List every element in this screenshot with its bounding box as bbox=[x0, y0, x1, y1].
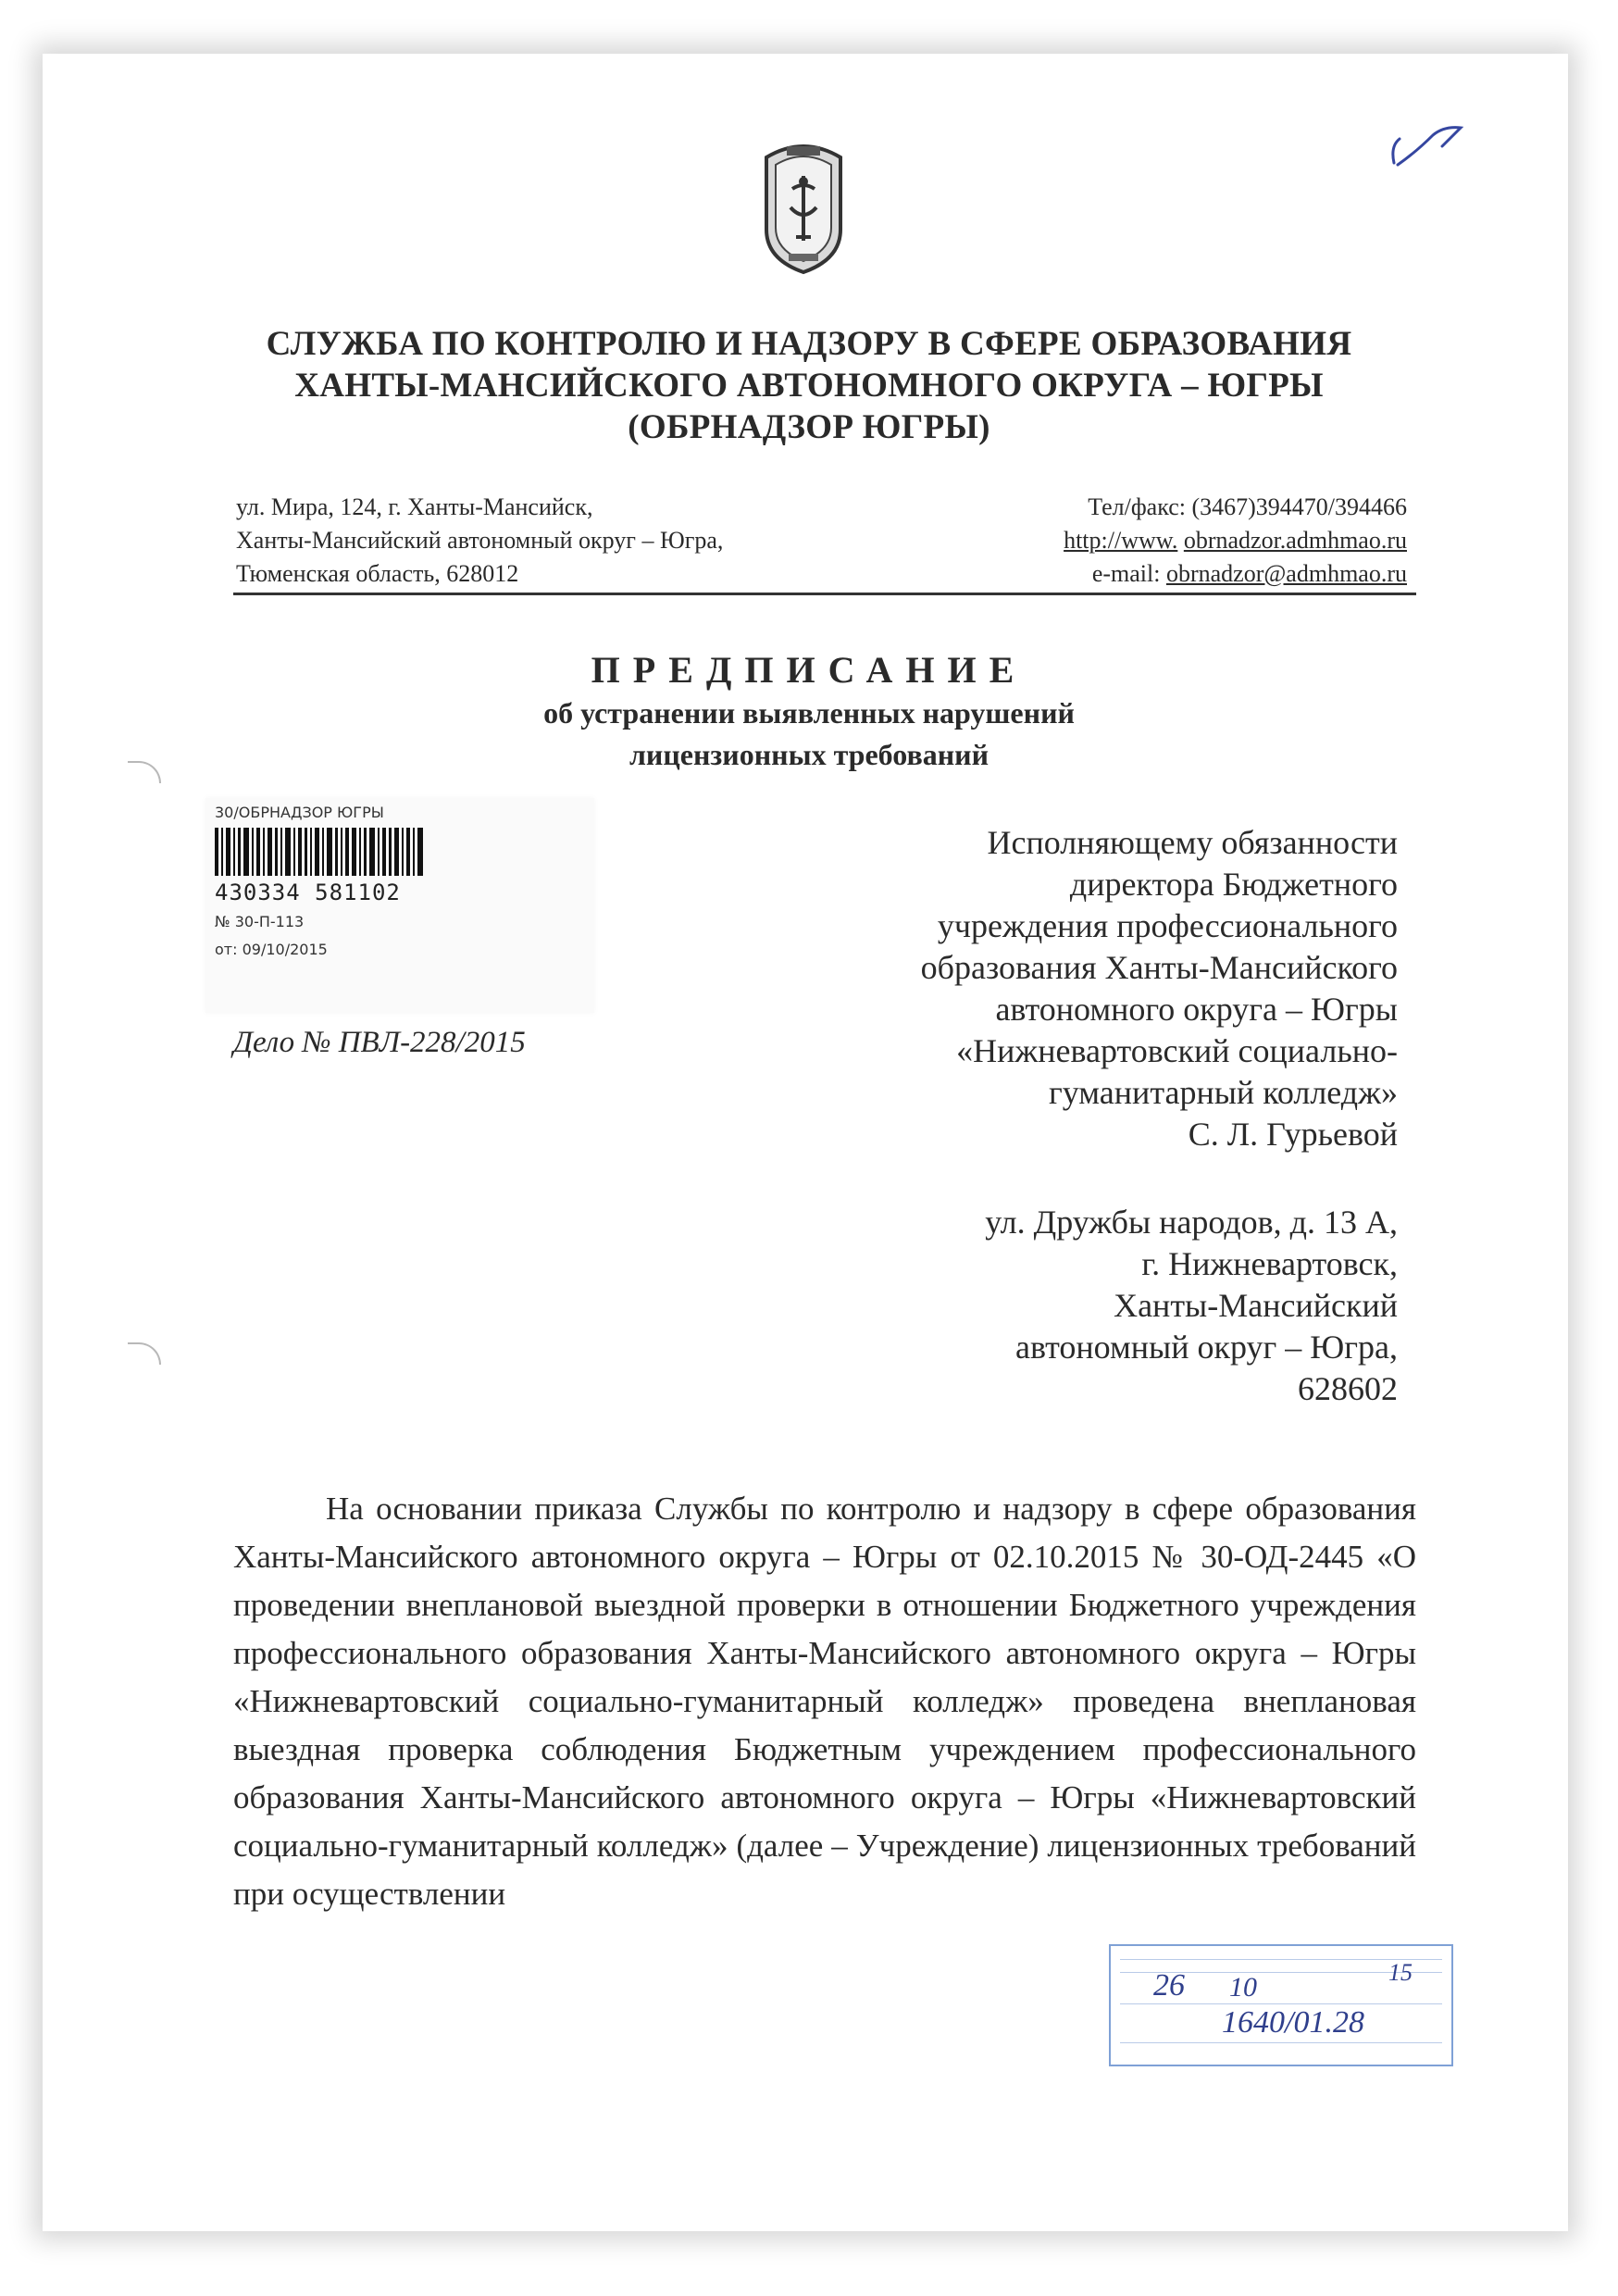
registration-number: № 30-П-113 bbox=[215, 913, 305, 930]
stamp-line bbox=[1120, 2042, 1442, 2043]
recipient-address-line: Ханты-Мансийский bbox=[1114, 1287, 1398, 1324]
recipient-line: образования Ханты-Мансийского bbox=[920, 949, 1398, 986]
sender-address-line: Тюменская область, 628012 bbox=[236, 560, 519, 587]
email-row bbox=[926, 557, 1407, 591]
recipient-postcode: 628602 bbox=[1298, 1370, 1398, 1407]
recipient-line: «Нижневартовский социально- bbox=[956, 1032, 1398, 1069]
email-link[interactable]: obrnadzor@admhmao.ru bbox=[1165, 560, 1407, 587]
coat-of-arms-emblem bbox=[757, 137, 850, 276]
registration-date: от: 09/10/2015 bbox=[215, 941, 328, 958]
org-name-line1: СЛУЖБА ПО КОНТРОЛЮ И НАДЗОРУ В СФЕРЕ ОБРАЗОВАНИЯ bbox=[266, 325, 1352, 363]
recipient-line: учреждения профессионального bbox=[937, 907, 1398, 944]
org-name-line2: ХАНТЫ-МАНСИЙСКОГО АВТОНОМНОГО ОКРУГА – ЮГРЫ bbox=[294, 367, 1324, 405]
sender-address-line: ул. Мира, 124, г. Ханты-Мансийск, bbox=[236, 493, 593, 520]
stamp-line bbox=[1120, 2003, 1442, 2004]
recipient-line: директора Бюджетного bbox=[1069, 866, 1398, 903]
barcode-icon bbox=[215, 828, 428, 876]
handwritten-mark-icon bbox=[1388, 119, 1472, 174]
sender-address-line: Ханты-Мансийский автономный округ – Югра, bbox=[236, 527, 724, 554]
incoming-stamp bbox=[1109, 1944, 1453, 2066]
website-link[interactable] bbox=[926, 524, 1407, 557]
recipient-name: С. Л. Гурьевой bbox=[1188, 1116, 1398, 1153]
recipient-block bbox=[750, 822, 1398, 1155]
recipient-address bbox=[750, 1202, 1398, 1410]
website-domain[interactable]: obrnadzor.admhmao.ru bbox=[1183, 527, 1407, 554]
stamp-day: 26 bbox=[1153, 1968, 1185, 2003]
email-prefix: e-mail: bbox=[1091, 560, 1166, 587]
org-name-line3: (ОБРНАДЗОР ЮГРЫ) bbox=[628, 408, 990, 446]
body-paragraph: На основании приказа Службы по контролю и надзору в сфере образования Ханты-Мансийского автономного округа – Югры от 02.10.2015 № 30-ОД-2445 «О проведении внеплановой выездной проверки в отношении Бюджетного учреждения профессионального образования Ханты-Мансийского автономного округа – Югры «Нижневартовский социально-гуманитарный колледж» проведена внеплановая выездная проверка соблюдения Бюджетным учреждением профессионального образования Ханты-Мансийского автономного округа – Югры «Нижневартовский социально-гуманитарный колледж» (далее – Учреждение) лицензионных требований при осуществлении bbox=[233, 1491, 1416, 1912]
sender-address bbox=[236, 491, 884, 591]
registration-barcode-label bbox=[205, 798, 594, 1013]
document-subtitle-line1: об устранении выявленных нарушений bbox=[543, 696, 1075, 730]
case-number: Дело № ПВЛ-228/2015 bbox=[233, 1026, 526, 1059]
recipient-address-line: г. Нижневартовск, bbox=[1141, 1245, 1398, 1282]
body-text bbox=[233, 1485, 1416, 1918]
recipient-line: Исполняющему обязанности bbox=[987, 824, 1398, 861]
stamp-month: 10 bbox=[1229, 1972, 1257, 2003]
phone-fax: Тел/факс: (3467)394470/394466 bbox=[1088, 493, 1407, 520]
recipient-address-line: автономный округ – Югра, bbox=[1015, 1329, 1398, 1366]
website-prefix[interactable]: http://www. bbox=[1064, 527, 1178, 554]
stamp-year: 15 bbox=[1388, 1959, 1413, 1986]
header-divider bbox=[233, 593, 1416, 595]
document-title: ПРЕДПИСАНИЕ bbox=[591, 649, 1027, 691]
registration-org-code: 30/ОБРНАДЗОР ЮГРЫ bbox=[215, 804, 384, 821]
document-subtitle-line2: лицензионных требований bbox=[629, 738, 989, 771]
recipient-line: автономного округа – Югры bbox=[995, 991, 1398, 1028]
sender-contacts bbox=[926, 491, 1407, 591]
stamp-number: 1640/01.28 bbox=[1222, 2005, 1364, 2040]
recipient-address-line: ул. Дружбы народов, д. 13 А, bbox=[985, 1204, 1398, 1241]
barcode-number: 430334 581102 bbox=[215, 880, 401, 905]
recipient-line: гуманитарный колледж» bbox=[1048, 1074, 1398, 1111]
